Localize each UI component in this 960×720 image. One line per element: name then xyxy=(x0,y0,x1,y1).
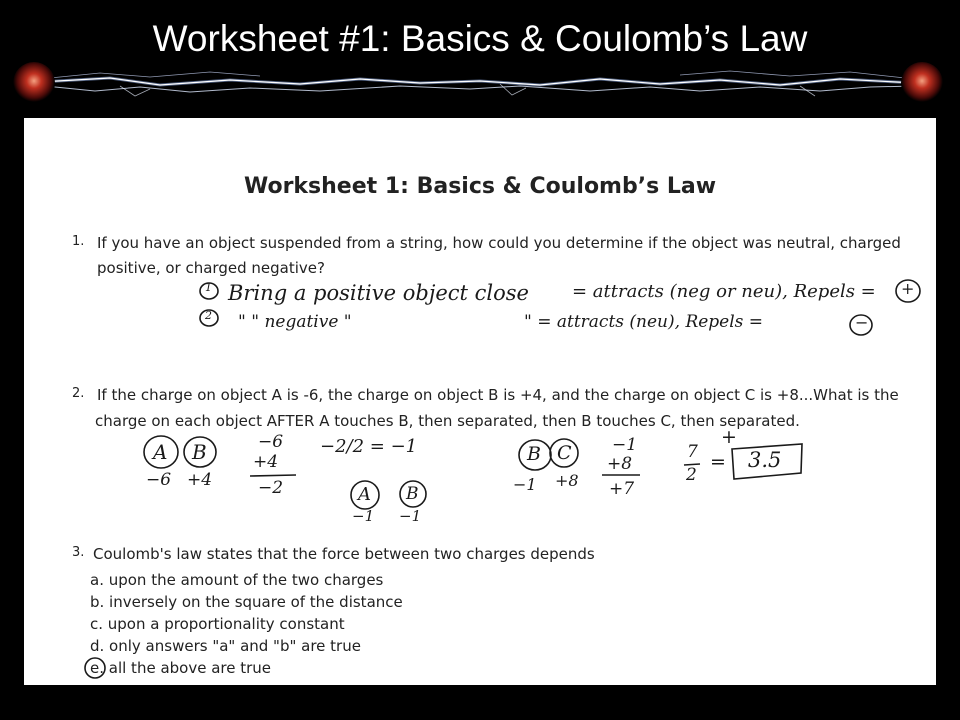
q2-final-answer: 3.5 xyxy=(748,448,782,472)
q3-option-e-circle xyxy=(85,658,105,678)
q3-option-c: c. upon a proportionality constant xyxy=(90,615,345,633)
q1-number: 1. xyxy=(72,234,85,249)
q2-div1: −2/2 = −1 xyxy=(320,436,418,457)
left-orb xyxy=(13,62,55,104)
q3-option-d: d. only answers "a" and "b" are true xyxy=(90,637,361,655)
q1-text-line1: If you have an object suspended from a string, how could you determine if the object was neutral, charged xyxy=(97,234,901,252)
q3-number: 3. xyxy=(72,545,85,560)
q2-text-line2: charge on each object AFTER A touches B, then separated, then B touches C, then separated. xyxy=(95,412,800,430)
q3-option-e: e. all the above are true xyxy=(90,659,272,677)
q2-sum2-top: −1 xyxy=(612,435,638,455)
q2-sum2-result: +7 xyxy=(609,479,635,499)
lightning-banner xyxy=(0,58,960,110)
q1-answer-mark2: 2 xyxy=(205,309,212,322)
q2-b2-label: B xyxy=(406,484,419,504)
slide-title: Worksheet #1: Basics & Coulomb’s Law xyxy=(152,18,808,59)
q2-b-charge: +4 xyxy=(187,470,213,490)
q1-answer-line1-a: Bring a positive object close xyxy=(228,281,529,305)
worksheet-title: Worksheet 1: Basics & Coulomb’s Law xyxy=(243,174,717,199)
q1-answer-line1-circle: + xyxy=(901,279,915,298)
q2-b3-label: B xyxy=(527,443,541,465)
q2-text-line1: If the charge on object A is -6, the charge on object B is +4, and the charge on object C is +8...What is the xyxy=(97,386,899,404)
q2-frac-num: 7 xyxy=(687,442,698,462)
worksheet-image xyxy=(24,118,936,685)
q2-equals: = xyxy=(710,451,726,473)
q2-plus-mark: + xyxy=(721,426,737,448)
handwritten-marks xyxy=(24,118,936,685)
q2-sum1-top: −6 xyxy=(258,432,284,452)
q2-a-label: A xyxy=(153,440,168,464)
q1-text-line2: positive, or charged negative? xyxy=(97,259,325,277)
q1-answer-line2-a: " " negative " xyxy=(238,312,352,332)
q2-c3-charge: +8 xyxy=(555,471,579,490)
q2-frac-den: 2 xyxy=(686,465,697,485)
q3-stem: Coulomb's law states that the force between two charges depends xyxy=(93,545,595,563)
q2-sum1-result: −2 xyxy=(258,478,284,498)
q2-a2-label: A xyxy=(358,484,371,505)
q2-a-charge: −6 xyxy=(146,470,172,490)
q2-c3-label: C xyxy=(557,442,572,464)
q2-b2-charge: −1 xyxy=(399,507,422,525)
q2-b-label: B xyxy=(192,440,207,464)
q2-sum1-mid: +4 xyxy=(253,452,279,472)
q1-answer-line1-b: = attracts (neg or neu), Repels = xyxy=(572,281,876,302)
q2-number: 2. xyxy=(72,386,85,401)
right-orb xyxy=(901,62,943,104)
q1-answer-line2-b: " = attracts (neu), Repels = xyxy=(524,312,764,332)
q1-answer-mark1: 1 xyxy=(205,281,212,294)
q2-b3-charge: −1 xyxy=(513,475,537,494)
q2-sum2-mid: +8 xyxy=(607,454,633,474)
q3-option-b: b. inversely on the square of the distance xyxy=(90,593,403,611)
q3-option-a: a. upon the amount of the two charges xyxy=(90,571,384,589)
q1-answer-line2-circle: − xyxy=(855,313,869,332)
q2-a2-charge: −1 xyxy=(352,507,375,525)
